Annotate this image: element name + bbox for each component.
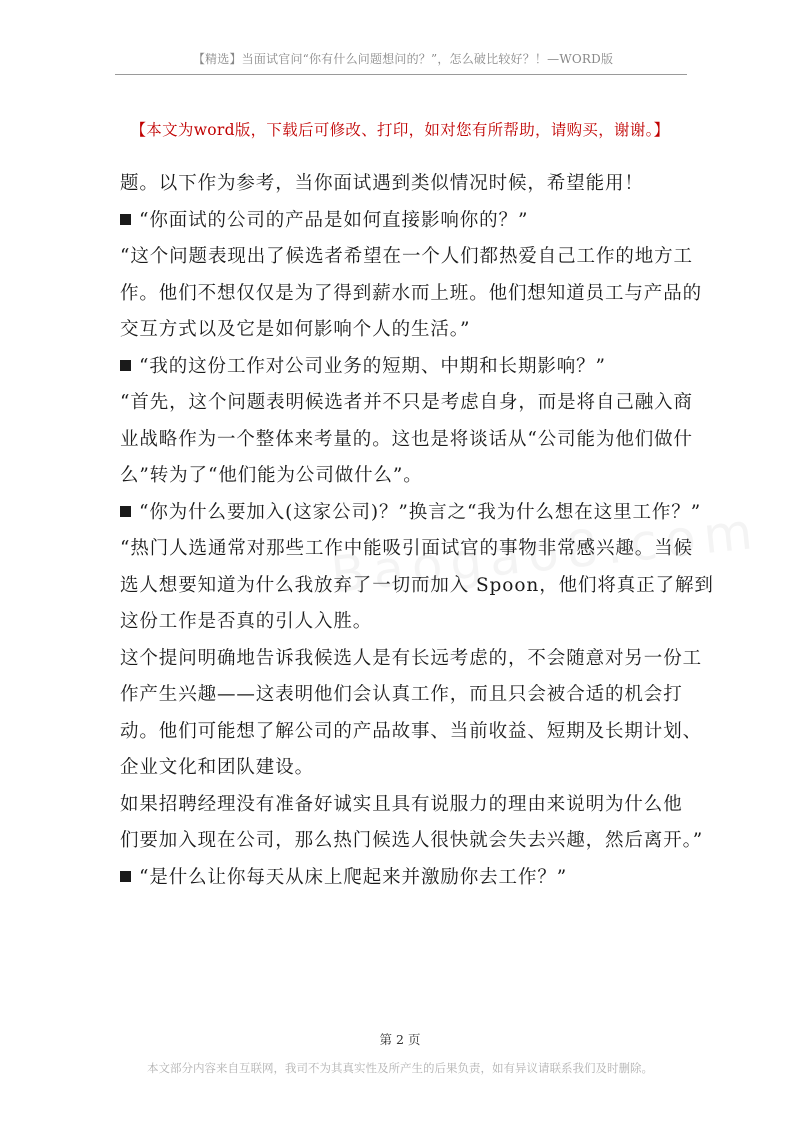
question-line [120,349,686,386]
line-text: 么”转为了“他们能为公司做什么”。 [120,465,423,486]
line-text: 交互方式以及它是如何影响个人的生活。” [120,319,471,340]
paragraph-line [120,604,686,641]
line-text: 业战略作为一个整体来考量的。这也是将谈话从“公司能为他们做什 [120,428,693,450]
paragraph-line [120,385,693,422]
line-text: 这个提问明确地告诉我候选人是有长远考虑的，不会随意对另一份工 [120,647,703,669]
paragraph-line [120,750,686,787]
line-text: “我的这份工作对公司业务的短期、中期和长期影响？” [139,355,606,377]
line-text: 如果招聘经理没有准备好诚实且具有说服力的理由来说明为什么他 [120,793,683,815]
paragraph-line [120,422,693,459]
question-line [120,860,686,897]
paragraph-line [120,714,703,751]
line-text: “你面试的公司的产品是如何直接影响你的？” [139,209,529,231]
paragraph-line [120,166,686,203]
line-text: 作。他们不想仅仅是为了得到薪水而上班。他们想知道员工与产品的 [120,282,703,304]
download-notice: 【本文为word版，下载后可修改、打印，如对您有所帮助，请购买，谢谢。】 [130,121,670,139]
line-text: “热门人选通常对那些工作中能吸引面试官的事物非常感兴趣。当候 [120,538,693,559]
line-text: 作产生兴趣——这表明他们会认真工作，而且只会被合适的机会打 [120,684,683,705]
page-number: 第 2 页 [379,1032,421,1047]
line-text: 动。他们可能想了解公司的产品故事、当前收益、短期及长期计划、 [120,720,703,742]
line-text: “是什么让你每天从床上爬起来并激励你去工作？” [139,866,568,888]
paragraph-line [120,568,714,605]
question-line [120,495,702,532]
header-divider [115,74,687,75]
line-text: 们要加入现在公司，那么热门候选人很快就会失去兴趣，然后离开。” [120,830,704,851]
line-text: 题。以下作为参考，当你面试遇到类似情况时候，希望能用！ [120,173,644,194]
document-header: 【精选】当面试官问“你有什么问题想问的？”，怎么破比较好？！—WORD版 [192,52,614,66]
paragraph-line [120,641,703,678]
paragraph-line [120,458,686,495]
paragraph-line [120,239,693,276]
line-text: “首先，这个问题表明候选者并不只是考虑自身，而是将自己融入商 [120,392,693,413]
paragraph-line [120,276,703,313]
line-text: 企业文化和团队建设。 [120,757,315,778]
question-line [120,203,686,240]
square-bullet-icon [120,871,131,882]
line-text: 选人想要知道为什么我放弃了一切而加入 Spoon，他们将真正了解到 [120,574,714,596]
line-text: “这个问题表现出了候选者希望在一个人们都热爱自己工作的地方工 [120,246,693,267]
square-bullet-icon [120,214,131,225]
square-bullet-icon [120,360,131,371]
footer-disclaimer: 本文部分内容来自互联网，我司不为其真实性及所产生的后果负责，如有异议请联系我们及时删除。 [147,1061,653,1075]
paragraph-line [120,677,686,714]
paragraph-line [120,823,704,860]
line-text: 这份工作是否真的引人入胜。 [120,611,373,632]
line-text: “你为什么要加入(这家公司)？”换言之“我为什么想在这里工作？” [139,501,702,523]
paragraph-line [120,787,686,824]
paragraph-line [120,531,693,568]
paragraph-line [120,312,686,349]
document-body [120,166,714,896]
square-bullet-icon [120,506,131,517]
